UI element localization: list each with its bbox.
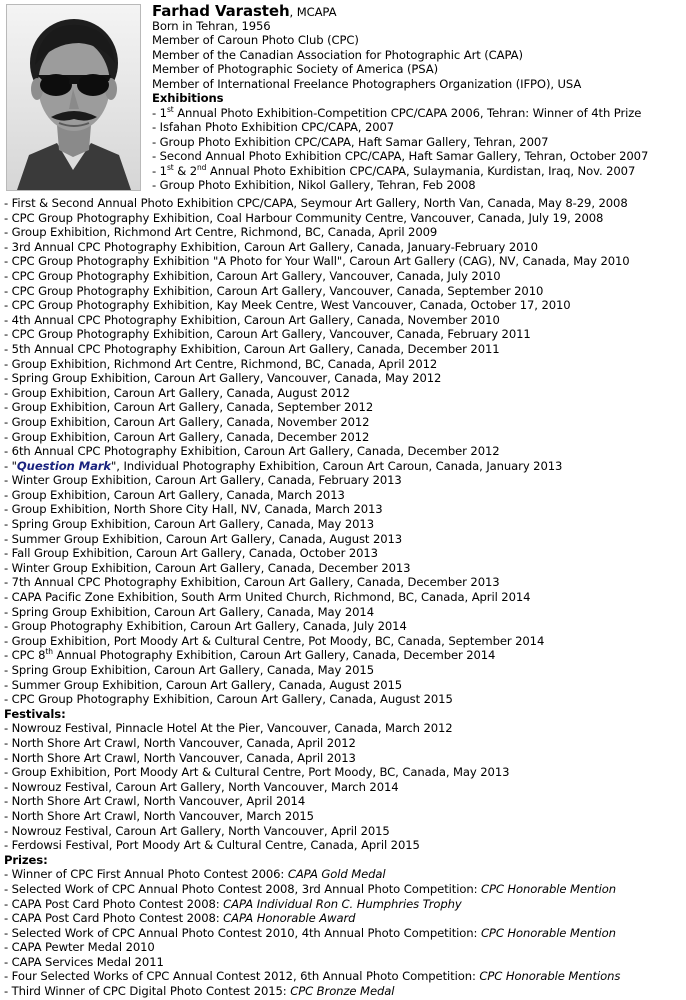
- item-text: & 2: [173, 163, 197, 178]
- item-text: - CPC Group Photography Exhibition, Caroun Art Gallery, Vancouver, Canada, July 2010: [4, 268, 501, 283]
- item-text: - CPC Group Photography Exhibition, Caroun Art Gallery, Vancouver, Canada, September 2010: [4, 283, 544, 298]
- item-text: - CPC Group Photography Exhibition, Kay Meek Centre, West Vancouver, Canada, October 17, 2010: [4, 298, 571, 313]
- exhibition-item: [4, 313, 684, 328]
- item-text: - Group Exhibition, Port Moody Art & Cultural Centre, Port Moody, BC, Canada, May 2013: [4, 765, 510, 780]
- exhibition-item: [4, 532, 684, 547]
- item-text: - Spring Group Exhibition, Caroun Art Gallery, Canada, May 2014: [4, 604, 374, 619]
- item-text: - Winner of CPC First Annual Photo Contest 2006:: [4, 867, 288, 882]
- exhibition-item: [4, 619, 684, 634]
- item-text: - Group Exhibition, Richmond Art Centre, Richmond, BC, Canada, April 2012: [4, 356, 438, 371]
- prizes-list: [4, 867, 684, 998]
- profile-suffix: , MCAPA: [289, 5, 337, 19]
- item-text: - North Shore Art Crawl, North Vancouver, March 2015: [4, 808, 314, 823]
- prize-item: [4, 926, 684, 941]
- exhibition-item: [4, 502, 684, 517]
- exhibition-item: [4, 284, 684, 299]
- exhibition-item: [4, 430, 684, 445]
- item-text: - Selected Work of CPC Annual Photo Contest 2010, 4th Annual Photo Competition:: [4, 925, 481, 940]
- ordinal-suffix: th: [45, 647, 53, 657]
- festival-item: [4, 794, 684, 809]
- ordinal-suffix: st: [166, 104, 174, 114]
- festival-item: [4, 721, 684, 736]
- exhibition-item: [4, 400, 684, 415]
- item-text: - 1: [152, 163, 167, 178]
- item-text: - Group Exhibition, North Shore City Hall, NV, Canada, March 2013: [4, 502, 383, 517]
- item-text: - 3rd Annual CPC Photography Exhibition, Caroun Art Gallery, Canada, January-February 2010: [4, 239, 538, 254]
- exhibition-item: [4, 196, 684, 211]
- item-text: - Isfahan Photo Exhibition CPC/CAPA, 2007: [152, 120, 395, 134]
- exhibitions-indented-list: [152, 106, 684, 193]
- profile-name-line: [152, 4, 684, 19]
- bio-line: Member of the Canadian Association for Photographic Art (CAPA): [152, 47, 523, 62]
- exhibition-item: [4, 298, 684, 313]
- exhibition-item: [4, 605, 684, 620]
- exhibition-item: [152, 135, 684, 150]
- item-text: - CAPA Post Card Photo Contest 2008:: [4, 911, 224, 926]
- prize-item: [4, 969, 684, 984]
- exhibition-item: [4, 269, 684, 284]
- exhibition-item: [4, 561, 684, 576]
- festival-item: [4, 824, 684, 839]
- festival-item: [4, 809, 684, 824]
- item-text: - Group Exhibition, Caroun Art Gallery, Canada, December 2012: [4, 429, 370, 444]
- item-text: - Winter Group Exhibition, Caroun Art Gallery, Canada, February 2013: [4, 473, 402, 488]
- festival-item: [4, 736, 684, 751]
- item-text: - Spring Group Exhibition, Caroun Art Gallery, Canada, May 2013: [4, 517, 374, 532]
- exhibition-item: [4, 517, 684, 532]
- item-text: Annual Photo Exhibition CPC/CAPA, Sulaymania, Kurdistan, Iraq, Nov. 2007: [206, 163, 636, 178]
- exhibition-item: [4, 357, 684, 372]
- item-text: - Group Exhibition, Caroun Art Gallery, Canada, November 2012: [4, 414, 370, 429]
- award-name: CAPA Gold Medal: [287, 867, 386, 882]
- award-name: CPC Bronze Medal: [290, 984, 395, 999]
- item-text: - Four Selected Works of CPC Annual Contest 2012, 6th Annual Photo Competition:: [4, 969, 480, 984]
- item-text: - Fall Group Exhibition, Caroun Art Gallery, Canada, October 2013: [4, 546, 378, 561]
- exhibition-item: [152, 178, 684, 193]
- exhibitions-heading: Exhibitions: [152, 91, 224, 105]
- exhibition-item: [152, 120, 684, 135]
- exhibition-title: Question Mark: [16, 458, 112, 473]
- exhibition-item: [4, 254, 684, 269]
- item-text: - ": [4, 458, 17, 473]
- item-text: - Nowrouz Festival, Caroun Art Gallery, North Vancouver, April 2015: [4, 823, 390, 838]
- item-text: - Group Photo Exhibition, Nikol Gallery, Tehran, Feb 2008: [152, 178, 476, 192]
- festival-item: [4, 765, 684, 780]
- exhibition-item: [152, 149, 684, 164]
- item-text: Annual Photography Exhibition, Caroun Art Gallery, Canada, December 2014: [52, 648, 496, 663]
- exhibition-item: [4, 415, 684, 430]
- item-text: - North Shore Art Crawl, North Vancouver, Canada, April 2012: [4, 735, 356, 750]
- award-name: CPC Honorable Mention: [480, 881, 616, 896]
- exhibition-item: [4, 386, 684, 401]
- award-name: CPC Honorable Mentions: [479, 969, 621, 984]
- festival-item: [4, 838, 684, 853]
- bio-line: Member of Photographic Society of America (PSA): [152, 62, 439, 76]
- item-text: - CPC Group Photography Exhibition, Caroun Art Gallery, Vancouver, Canada, February 2011: [4, 327, 531, 342]
- item-text: - CPC Group Photography Exhibition, Caroun Art Gallery, Canada, August 2015: [4, 692, 453, 707]
- prize-item: [4, 984, 684, 999]
- item-text: - 5th Annual CPC Photography Exhibition, Caroun Art Gallery, Canada, December 2011: [4, 341, 500, 356]
- exhibition-item: [4, 488, 684, 503]
- item-text: - Ferdowsi Festival, Port Moody Art & Cultural Centre, Canada, April 2015: [4, 838, 420, 853]
- prize-item: [4, 940, 684, 955]
- prize-item: [4, 867, 684, 882]
- item-text: - Nowrouz Festival, Pinnacle Hotel At the Pier, Vancouver, Canada, March 2012: [4, 721, 453, 736]
- exhibition-item: [4, 473, 684, 488]
- item-text: ", Individual Photography Exhibition, Caroun Art Caroun, Canada, January 2013: [111, 458, 563, 473]
- prize-item: [4, 897, 684, 912]
- exhibitions-list: [4, 196, 684, 707]
- prize-item: [4, 911, 684, 926]
- item-text: - Winter Group Exhibition, Caroun Art Gallery, Canada, December 2013: [4, 560, 411, 575]
- profile-name: Farhad Varasteh: [152, 2, 290, 20]
- bio-line: Member of International Freelance Photographers Organization (IFPO), USA: [152, 76, 582, 91]
- item-text: - 4th Annual CPC Photography Exhibition, Caroun Art Gallery, Canada, November 2010: [4, 312, 500, 327]
- item-text: - North Shore Art Crawl, North Vancouver, April 2014: [4, 794, 306, 809]
- item-text: - CAPA Pacific Zone Exhibition, South Arm United Church, Richmond, BC, Canada, April 2014: [4, 590, 531, 605]
- exhibition-item: [4, 634, 684, 649]
- exhibition-item: [4, 692, 684, 707]
- item-text: - Second Annual Photo Exhibition CPC/CAPA, Haft Samar Gallery, Tehran, October 2007: [152, 149, 649, 163]
- exhibition-item: [4, 459, 684, 474]
- bio-list: [152, 19, 684, 92]
- festivals-list: [4, 721, 684, 852]
- ordinal-suffix: st: [166, 162, 174, 172]
- item-text: - Group Exhibition, Caroun Art Gallery, Canada, March 2013: [4, 487, 345, 502]
- exhibition-item: [4, 648, 684, 663]
- award-name: CAPA Honorable Award: [223, 911, 356, 926]
- item-text: - 6th Annual CPC Photography Exhibition, Caroun Art Gallery, Canada, December 2012: [4, 444, 500, 459]
- award-name: CAPA Individual Ron C. Humphries Trophy: [223, 896, 462, 911]
- exhibition-item: [152, 106, 684, 121]
- item-text: - CAPA Pewter Medal 2010: [4, 940, 155, 955]
- item-text: - Summer Group Exhibition, Caroun Art Gallery, Canada, August 2013: [4, 531, 403, 546]
- item-text: - Spring Group Exhibition, Caroun Art Gallery, Canada, May 2015: [4, 663, 374, 677]
- prizes-heading: Prizes:: [4, 852, 48, 867]
- item-text: - 1: [152, 105, 167, 120]
- exhibition-item: [4, 211, 684, 226]
- festival-item: [4, 780, 684, 795]
- item-text: - North Shore Art Crawl, North Vancouver, Canada, April 2013: [4, 750, 356, 765]
- item-text: - CPC 8: [4, 648, 46, 663]
- item-text: - Group Photography Exhibition, Caroun Art Gallery, Canada, July 2014: [4, 619, 407, 634]
- item-text: - 7th Annual CPC Photography Exhibition, Caroun Art Gallery, Canada, December 2013: [4, 575, 500, 590]
- item-text: - Spring Group Exhibition, Caroun Art Gallery, Vancouver, Canada, May 2012: [4, 371, 442, 386]
- item-text: - CAPA Services Medal 2011: [4, 954, 164, 969]
- item-text: - Group Exhibition, Richmond Art Centre, Richmond, BC, Canada, April 2009: [4, 225, 438, 240]
- festivals-heading: Festivals:: [4, 706, 66, 721]
- exhibition-item: [4, 678, 684, 693]
- exhibition-item: [4, 590, 684, 605]
- exhibition-item: [4, 444, 684, 459]
- exhibition-item: [4, 371, 684, 386]
- item-text: - Selected Work of CPC Annual Photo Contest 2008, 3rd Annual Photo Competition:: [4, 881, 481, 896]
- item-text: - Third Winner of CPC Digital Photo Contest 2015:: [4, 984, 291, 999]
- item-text: - CAPA Post Card Photo Contest 2008:: [4, 896, 224, 911]
- item-text: - Summer Group Exhibition, Caroun Art Gallery, Canada, August 2015: [4, 677, 403, 692]
- festival-item: [4, 751, 684, 766]
- exhibition-item: [4, 342, 684, 357]
- exhibition-item: [152, 164, 684, 179]
- item-text: - Group Exhibition, Caroun Art Gallery, Canada, September 2012: [4, 400, 374, 415]
- item-text: - CPC Group Photography Exhibition "A Photo for Your Wall", Caroun Art Gallery (CAG), NV, Canada, May 2010: [4, 254, 630, 269]
- exhibition-item: [4, 240, 684, 255]
- profile-header: [152, 4, 684, 193]
- exhibition-item: [4, 575, 684, 590]
- prize-item: [4, 955, 684, 970]
- item-text: - Group Photo Exhibition CPC/CAPA, Haft Samar Gallery, Tehran, 2007: [152, 134, 549, 149]
- item-text: - Nowrouz Festival, Caroun Art Gallery, North Vancouver, March 2014: [4, 779, 399, 794]
- item-text: - First & Second Annual Photo Exhibition CPC/CAPA, Seymour Art Gallery, North Van, Canada, May 8-29, 2008: [4, 196, 628, 210]
- item-text: - Group Exhibition, Caroun Art Gallery, Canada, August 2012: [4, 385, 350, 400]
- exhibition-item: [4, 327, 684, 342]
- prize-item: [4, 882, 684, 897]
- main-list: [4, 196, 684, 999]
- ordinal-suffix: nd: [197, 162, 207, 172]
- exhibition-item: [4, 225, 684, 240]
- bio-line: Member of Caroun Photo Club (CPC): [152, 33, 359, 47]
- exhibition-item: [4, 546, 684, 561]
- bio-line: Born in Tehran, 1956: [152, 18, 271, 33]
- portrait-photo: [6, 4, 141, 191]
- item-text: Annual Photo Exhibition-Competition CPC/CAPA 2006, Tehran: Winner of 4th Prize: [173, 105, 642, 120]
- exhibition-item: [4, 663, 684, 678]
- item-text: - CPC Group Photography Exhibition, Coal Harbour Community Centre, Vancouver, Canada, July 19, 2008: [4, 210, 604, 225]
- item-text: - Group Exhibition, Port Moody Art & Cultural Centre, Pot Moody, BC, Canada, September 2014: [4, 633, 545, 648]
- award-name: CPC Honorable Mention: [480, 925, 616, 940]
